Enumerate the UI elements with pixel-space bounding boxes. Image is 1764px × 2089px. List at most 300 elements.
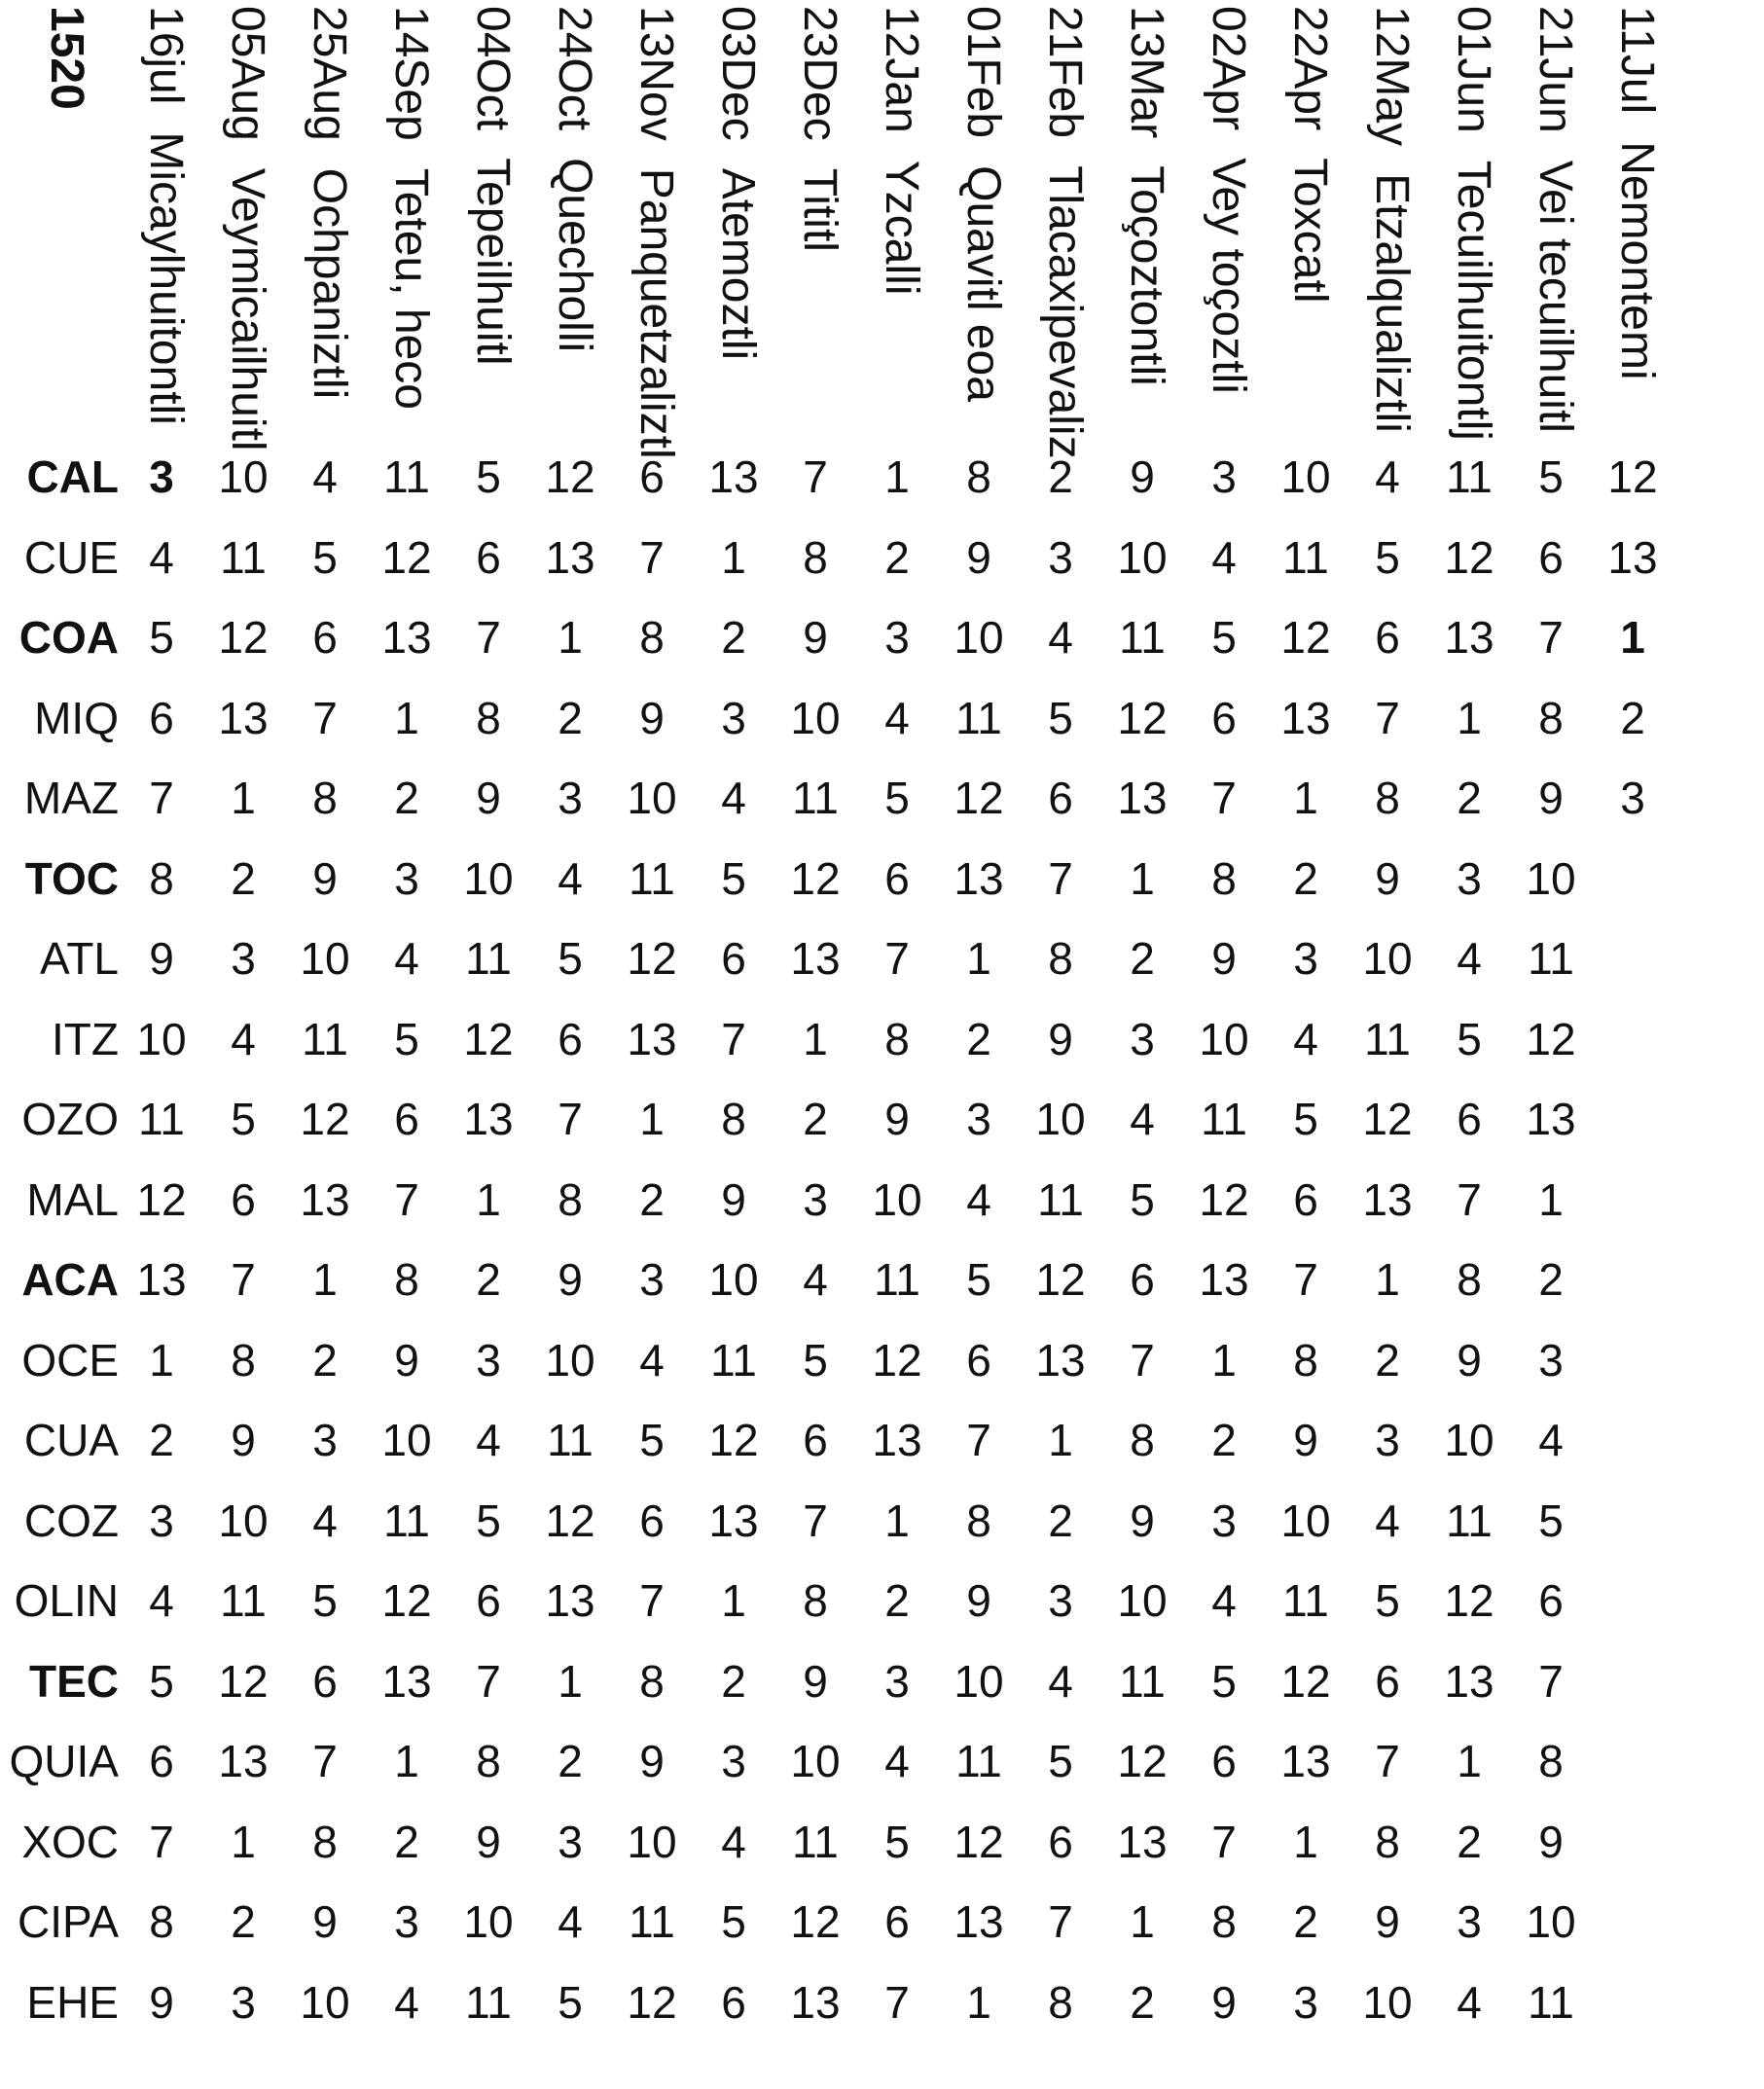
table-cell: 12 (790, 852, 841, 904)
table-cell: 3 (312, 1415, 338, 1465)
row-label: ACA (21, 1254, 119, 1305)
column-month-name: Yzcalli (876, 160, 927, 296)
column-header (876, 6, 927, 296)
table-cell: 11 (792, 1816, 839, 1867)
table-cell: 12 (545, 451, 595, 502)
table-cell: 2 (558, 1736, 583, 1786)
table-cell: 12 (1444, 1575, 1494, 1626)
table-cell: 1 (884, 1495, 910, 1546)
table-cell: 13 (1607, 531, 1658, 583)
table-cell: 12 (872, 1334, 922, 1386)
table-cell: 2 (394, 1816, 419, 1867)
table-cell: 8 (149, 852, 174, 904)
table-cell: 5 (1538, 1495, 1564, 1546)
table-cell: 4 (394, 1976, 419, 2028)
table-cell: 1 (312, 1254, 338, 1305)
table-cell: 12 (708, 1415, 759, 1465)
table-cell: 11 (710, 1334, 757, 1386)
column-header (549, 6, 600, 353)
column-month-name: Vei tecuilhuitl (1530, 160, 1581, 433)
table-cell: 1 (966, 1976, 991, 2028)
table-cell: 1 (149, 1334, 174, 1386)
table-cell: 1 (1293, 1816, 1318, 1867)
table-cell: 7 (149, 773, 174, 823)
column-date: 22Apr (1284, 6, 1336, 131)
table-cell: 2 (394, 773, 419, 823)
table-cell: 1 (394, 1736, 419, 1786)
table-cell: 10 (136, 1013, 187, 1064)
table-cell: 2 (639, 1173, 665, 1225)
table-cell: 10 (954, 612, 1004, 663)
table-cell: 13 (1117, 773, 1168, 823)
table-cell: 8 (1130, 1415, 1155, 1465)
table-cell: 11 (955, 1736, 1002, 1786)
table-cell: 13 (1526, 1094, 1576, 1144)
table-cell: 13 (545, 531, 595, 583)
table-cell: 6 (231, 1173, 256, 1225)
table-cell: 4 (312, 451, 338, 502)
table-cell: 3 (884, 612, 910, 663)
table-cell: 1 (966, 933, 991, 984)
table-cell: 13 (790, 933, 841, 984)
column-header (385, 6, 437, 410)
table-cell: 4 (312, 1495, 338, 1546)
table-cell: 10 (463, 1896, 514, 1947)
column-header (1039, 6, 1091, 459)
column-date: 04Oct (467, 6, 519, 131)
table-cell: 10 (1280, 1495, 1331, 1546)
table-cell: 2 (231, 852, 256, 904)
table-cell: 9 (803, 612, 828, 663)
table-cell: 1 (1620, 612, 1645, 663)
column-date: 01Feb (957, 6, 1009, 139)
table-cell: 2 (721, 612, 746, 663)
table-cell: 12 (1280, 1655, 1331, 1707)
table-cell: 2 (1293, 852, 1318, 904)
table-cell: 2 (1375, 1334, 1400, 1386)
table-cell: 4 (1048, 612, 1073, 663)
table-cell: 13 (1444, 1655, 1494, 1707)
table-cell: 3 (721, 1736, 746, 1786)
table-cell: 7 (1130, 1334, 1155, 1386)
table-cell: 9 (721, 1173, 746, 1225)
table-cell: 12 (1526, 1013, 1576, 1064)
table-cell: 7 (639, 1575, 665, 1626)
table-cell: 5 (558, 1976, 583, 2028)
table-cell: 8 (312, 773, 338, 823)
table-cell: 2 (558, 692, 583, 743)
column-header (304, 6, 355, 400)
table-cell: 6 (721, 933, 746, 984)
table-cell: 11 (383, 1495, 430, 1546)
row-label: ATL (40, 933, 119, 984)
table-cell: 6 (884, 852, 910, 904)
table-cell: 3 (884, 1655, 910, 1707)
table-cell: 10 (1362, 933, 1413, 984)
table-cell: 3 (1457, 1896, 1482, 1947)
table-cell: 7 (476, 612, 501, 663)
table-cell: 11 (465, 1976, 512, 2028)
table-cell: 9 (312, 852, 338, 904)
table-cell: 6 (884, 1896, 910, 1947)
column-header (1366, 6, 1418, 433)
table-cell: 8 (1457, 1254, 1482, 1305)
table-cell: 12 (1444, 531, 1494, 583)
table-cell: 8 (639, 1655, 665, 1707)
column-date: 05Aug (222, 6, 273, 141)
row-label: COZ (23, 1495, 119, 1546)
table-cell: 6 (639, 1495, 665, 1546)
table-cell: 13 (1280, 692, 1331, 743)
table-cell: 6 (1538, 531, 1564, 583)
table-cell: 8 (476, 692, 501, 743)
table-cell: 3 (476, 1334, 501, 1386)
table-cell: 4 (803, 1254, 828, 1305)
column-date: 12May (1366, 6, 1418, 147)
table-cell: 10 (708, 1254, 759, 1305)
table-cell: 11 (1282, 531, 1329, 583)
table-cell: 12 (1035, 1254, 1086, 1305)
table-cell: 3 (231, 1976, 256, 2028)
table-cell: 12 (136, 1173, 187, 1225)
table-cell: 9 (966, 1575, 991, 1626)
column-date: 25Aug (304, 6, 355, 141)
table-cell: 6 (312, 612, 338, 663)
table-cell: 2 (1538, 1254, 1564, 1305)
table-cell: 9 (149, 1976, 174, 2028)
table-cell: 9 (639, 692, 665, 743)
table-cell: 13 (300, 1173, 350, 1225)
table-cell: 11 (138, 1094, 185, 1144)
table-cell: 3 (1048, 531, 1073, 583)
table-cell: 10 (381, 1415, 432, 1465)
table-cell: 1 (1048, 1415, 1073, 1465)
column-month-name: Tititl (794, 167, 846, 252)
table-cell: 12 (300, 1094, 350, 1144)
row-label: CAL (26, 451, 119, 502)
table-cell: 1 (1130, 852, 1155, 904)
column-month-name: Atemoztli (712, 167, 764, 361)
table-cell: 13 (954, 852, 1004, 904)
table-cell: 10 (1117, 1575, 1168, 1626)
table-cell: 4 (1211, 1575, 1237, 1626)
column-month-name: Ochpaniztli (304, 167, 355, 400)
table-cell: 13 (954, 1896, 1004, 1947)
table-cell: 8 (1211, 1896, 1237, 1947)
table-cell: 13 (545, 1575, 595, 1626)
table-cell: 8 (476, 1736, 501, 1786)
table-cell: 6 (639, 451, 665, 502)
table-cell: 12 (545, 1495, 595, 1546)
row-label: MIQ (34, 692, 119, 743)
table-cell: 6 (1211, 1736, 1237, 1786)
column-header (140, 6, 192, 425)
table-cell: 6 (721, 1976, 746, 2028)
table-cell: 9 (1375, 1896, 1400, 1947)
row-label: OLIN (14, 1575, 119, 1626)
table-cell: 5 (721, 852, 746, 904)
table-cell: 1 (1293, 773, 1318, 823)
row-label: MAL (26, 1173, 119, 1225)
column-date: 13Nov (630, 6, 682, 141)
table-cell: 9 (1048, 1013, 1073, 1064)
table-cell: 8 (1048, 933, 1073, 984)
table-cell: 12 (1199, 1173, 1249, 1225)
table-cell: 6 (312, 1655, 338, 1707)
table-cell: 3 (1211, 1495, 1237, 1546)
table-cell: 2 (1211, 1415, 1237, 1465)
table-cell: 2 (312, 1334, 338, 1386)
table-cell: 7 (1457, 1173, 1482, 1225)
table-cell: 2 (1293, 1896, 1318, 1947)
table-cell: 11 (220, 1575, 267, 1626)
table-cell: 5 (803, 1334, 828, 1386)
table-cell: 12 (954, 773, 1004, 823)
table-cell: 5 (884, 1816, 910, 1867)
table-cell: 11 (302, 1013, 348, 1064)
column-date: 13Mar (1121, 6, 1172, 139)
column-header (1203, 6, 1254, 394)
table-cell: 4 (394, 933, 419, 984)
table-cell: 9 (1538, 1816, 1564, 1867)
table-cell: 12 (790, 1896, 841, 1947)
column-header (794, 6, 846, 252)
table-cell: 7 (1293, 1254, 1318, 1305)
table-cell: 3 (149, 1495, 174, 1546)
table-cell: 7 (884, 1976, 910, 2028)
row-label: ITZ (52, 1013, 119, 1064)
table-cell: 5 (231, 1094, 256, 1144)
year-label: 1520 (41, 6, 92, 110)
table-cell: 13 (1280, 1736, 1331, 1786)
table-cell: 5 (721, 1896, 746, 1947)
table-cell: 3 (558, 1816, 583, 1867)
table-cell: 3 (558, 773, 583, 823)
table-cell: 4 (1375, 1495, 1400, 1546)
column-date: 02Apr (1203, 6, 1254, 131)
table-cell: 12 (1117, 692, 1168, 743)
column-header (1448, 6, 1499, 441)
column-header (1530, 6, 1581, 433)
column-month-name: Tecuilhuitontlj (1448, 160, 1499, 441)
table-cell: 6 (476, 531, 501, 583)
table-cell: 8 (312, 1816, 338, 1867)
table-cell: 3 (394, 852, 419, 904)
table-cell: 8 (1375, 773, 1400, 823)
column-date: 11Jul (1611, 6, 1663, 115)
table-cell: 12 (1117, 1736, 1168, 1786)
table-cell: 4 (1457, 933, 1482, 984)
column-month-name: Nemontemi (1611, 141, 1663, 380)
table-cell: 10 (1526, 1896, 1576, 1947)
table-cell: 8 (1375, 1816, 1400, 1867)
table-cell: 7 (721, 1013, 746, 1064)
table-cell: 13 (1199, 1254, 1249, 1305)
column-header (1611, 6, 1663, 380)
table-cell: 5 (476, 1495, 501, 1546)
table-cell: 5 (1048, 1736, 1073, 1786)
table-cell: 4 (1375, 451, 1400, 502)
table-cell: 7 (1538, 612, 1564, 663)
table-cell: 10 (218, 1495, 269, 1546)
table-cell: 2 (1048, 451, 1073, 502)
table-cell: 3 (394, 1896, 419, 1947)
table-cell: 6 (1048, 773, 1073, 823)
table-cell: 10 (1117, 531, 1168, 583)
table-cell: 10 (300, 1976, 350, 2028)
table-cell: 6 (1130, 1254, 1155, 1305)
table-cell: 9 (639, 1736, 665, 1786)
column-date: 03Dec (712, 6, 764, 141)
table-cell: 5 (1130, 1173, 1155, 1225)
table-cell: 5 (1375, 1575, 1400, 1626)
table-cell: 11 (547, 1415, 594, 1465)
column-date: 21Jun (1530, 6, 1581, 133)
table-cell: 12 (627, 933, 677, 984)
table-cell: 7 (1538, 1655, 1564, 1707)
table-cell: 2 (803, 1094, 828, 1144)
table-cell: 10 (872, 1173, 922, 1225)
table-cell: 4 (966, 1173, 991, 1225)
table-cell: 8 (803, 1575, 828, 1626)
table-cell: 11 (1119, 1655, 1166, 1707)
column-date: 24Oct (549, 6, 600, 131)
table-cell: 1 (231, 773, 256, 823)
table-cell: 2 (1048, 1495, 1073, 1546)
table-cell: 1 (558, 1655, 583, 1707)
table-cell: 5 (884, 773, 910, 823)
table-cell: 7 (312, 692, 338, 743)
table-cell: 1 (476, 1173, 501, 1225)
table-cell: 11 (629, 852, 675, 904)
table-cell: 12 (381, 531, 432, 583)
table-cell: 12 (463, 1013, 514, 1064)
table-cell: 9 (149, 933, 174, 984)
table-cell: 13 (627, 1013, 677, 1064)
table-cell: 5 (1211, 612, 1237, 663)
column-month-name: Vey toçoztli (1203, 158, 1254, 394)
table-cell: 7 (803, 1495, 828, 1546)
table-cell: 5 (1457, 1013, 1482, 1064)
table-cell: 1 (721, 1575, 746, 1626)
table-cell: 10 (300, 933, 350, 984)
row-label: OZO (21, 1094, 119, 1144)
table-cell: 7 (312, 1736, 338, 1786)
row-label: EHE (26, 1976, 119, 2028)
column-date: 12Jan (876, 6, 927, 133)
table-cell: 9 (231, 1415, 256, 1465)
table-cell: 2 (884, 531, 910, 583)
table-cell: 11 (220, 531, 267, 583)
row-label: CIPA (18, 1896, 119, 1947)
column-header (630, 6, 682, 459)
table-cell: 10 (1444, 1415, 1494, 1465)
table-cell: 5 (1211, 1655, 1237, 1707)
table-cell: 2 (231, 1896, 256, 1947)
row-label: CUE (23, 531, 119, 583)
table-cell: 9 (1130, 1495, 1155, 1546)
table-cell: 12 (218, 612, 269, 663)
table-cell: 11 (874, 1254, 920, 1305)
table-cell: 3 (1538, 1334, 1564, 1386)
table-cell: 12 (381, 1575, 432, 1626)
table-cell: 12 (954, 1816, 1004, 1867)
column-date: 14Sep (385, 6, 437, 141)
table-cell: 8 (231, 1334, 256, 1386)
table-cell: 10 (1362, 1976, 1413, 2028)
column-month-name: Panquetzaliztl (630, 167, 682, 459)
column-header (1123, 6, 1170, 386)
column-date: 01Jun (1448, 6, 1499, 133)
table-cell: 10 (627, 1816, 677, 1867)
table-cell: 9 (884, 1094, 910, 1144)
column-date: 16jul (140, 6, 192, 105)
table-cell: 6 (1211, 692, 1237, 743)
row-label: TEC (29, 1655, 119, 1707)
table-cell: 10 (218, 451, 269, 502)
table-cell: 1 (1211, 1334, 1237, 1386)
table-cell: 1 (1538, 1173, 1564, 1225)
table-cell: 2 (1130, 1976, 1155, 2028)
table-cell: 3 (1620, 773, 1645, 823)
table-cell: 7 (639, 531, 665, 583)
column-month-name: Quavitl eoa (957, 165, 1009, 402)
table-cell: 13 (463, 1094, 514, 1144)
table-cell: 7 (149, 1816, 174, 1867)
table-cell: 10 (1199, 1013, 1249, 1064)
table-cell: 7 (476, 1655, 501, 1707)
table-cell: 2 (1457, 1816, 1482, 1867)
table-cell: 13 (1117, 1816, 1168, 1867)
table-cell: 7 (394, 1173, 419, 1225)
table-cell: 7 (231, 1254, 256, 1305)
table-cell: 11 (1364, 1013, 1411, 1064)
column-date: 23Dec (794, 6, 846, 141)
table-cell: 8 (1048, 1976, 1073, 2028)
table-cell: 13 (136, 1254, 187, 1305)
row-label: XOC (21, 1816, 119, 1867)
table-cell: 1 (1130, 1896, 1155, 1947)
table-cell: 4 (1211, 531, 1237, 583)
table-cell: 10 (545, 1334, 595, 1386)
column-month-name: Etzalqualiztli (1366, 173, 1418, 433)
table-cell: 11 (1528, 1976, 1574, 2028)
table-cell: 2 (721, 1655, 746, 1707)
table-cell: 13 (381, 1655, 432, 1707)
table-cell: 13 (1035, 1334, 1086, 1386)
table-cell: 13 (381, 612, 432, 663)
table-cell: 11 (629, 1896, 675, 1947)
table-cell: 13 (218, 692, 269, 743)
table-cell: 2 (1457, 773, 1482, 823)
table-cell: 4 (1293, 1013, 1318, 1064)
table-cell: 6 (558, 1013, 583, 1064)
table-cell: 8 (1211, 852, 1237, 904)
table-cell: 3 (639, 1254, 665, 1305)
table-cell: 2 (1620, 692, 1645, 743)
table-cell: 7 (1048, 852, 1073, 904)
table-cell: 11 (1446, 1495, 1493, 1546)
table-cell: 7 (1211, 1816, 1237, 1867)
table-cell: 1 (1457, 1736, 1482, 1786)
column-month-name: Toçoztontli (1121, 165, 1172, 386)
table-cell: 7 (884, 933, 910, 984)
table-cell: 9 (312, 1896, 338, 1947)
table-cell: 9 (1211, 933, 1237, 984)
table-cell: 6 (394, 1094, 419, 1144)
table-cell: 10 (790, 1736, 841, 1786)
table-cell: 9 (1457, 1334, 1482, 1386)
